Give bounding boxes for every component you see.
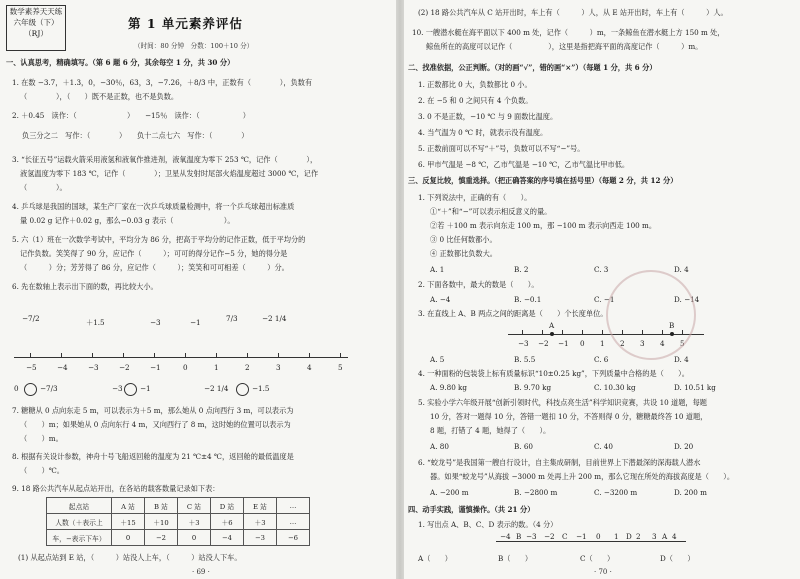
table-cell: C 站 (178, 498, 211, 514)
tick (92, 353, 93, 358)
tick (247, 353, 248, 358)
question-text: （ ）m。 (20, 434, 63, 443)
axis-label: 2 (245, 363, 250, 372)
question-text: （ ）℃。 (20, 466, 64, 475)
choice-option: D. −14 (674, 295, 700, 304)
compare-circle[interactable] (24, 383, 37, 396)
left-page (0, 0, 396, 579)
question-text: 液氢温度为零下 183 ℃，记作（ ）；卫星从发射时尾部火焰温度超过 3000 ℃，记作 (20, 169, 319, 178)
question-text: 7. 糖糖从 0 点向东走 5 m，可以表示为＋5 m，那么她从 0 点向西行 3 m，可以表示为 (12, 406, 294, 415)
choice-option: A. −200 m (430, 488, 469, 497)
tick (278, 353, 279, 358)
question-text: 鲸鱼所在的高度可以记作（ ），这里是指把海平面的高度记作（ ）m。 (426, 42, 703, 51)
tick (602, 330, 603, 335)
question-text: 5. 六（1）班在一次数学考试中，平均分为 86 分，把高于平均分的记作正数，低于平均分的 (12, 235, 306, 244)
table-cell: D 站 (211, 498, 244, 514)
section-heading: 二、找准依据，公正判断。（对的画“√”，错的画“×”）（每题 1 分，共 6 分） (408, 63, 657, 72)
question-text: 1. 在数 −3.7，＋1.3，0，−30％，63，3，−7.26，＋8/3 中，正数有（ ），负数有 (12, 78, 313, 87)
judge-item: 3. 0 不是正数，−10 ℃ 与 9 面数比温度。 (418, 112, 558, 121)
choice-option: A. 9.80 kg (430, 383, 468, 392)
header-line: （RJ） (24, 29, 48, 38)
choice-question: 1. 下列说法中，正确的有（ ）。 (418, 193, 532, 202)
question-text: 9. 18 路公共汽车从起点站开出，在各站的载客数量记录如下表： (12, 484, 220, 493)
choice-option: A. 5 (430, 355, 445, 364)
question-text: 2. ＋0.45 读作：（ ） −15％ 读作：（ ） (12, 111, 250, 120)
choice-question: 5. 实验小学六年级开展“创新引领时代，科技点亮生活”科学知识竞赛，共设 10 道题，每题 (418, 398, 707, 407)
table-cell: ＋6 (211, 514, 244, 530)
table-cell: ＋3 (244, 514, 277, 530)
number-label: −3 (150, 318, 161, 327)
right-page (404, 0, 800, 579)
table-cell: −4 (211, 530, 244, 546)
choice-option: A. 80 (430, 442, 449, 451)
choice-option: D. 4 (674, 265, 689, 274)
axis-label: 4 (660, 339, 665, 348)
number-label: −2 1/4 (262, 314, 287, 323)
question-text: (1) 从起点站到 E 站，（ ）站没人上车，（ ）站没人下车。 (18, 553, 242, 562)
axis-label: 0 (183, 363, 188, 372)
axis-label: 1 (600, 339, 605, 348)
tick (562, 330, 563, 335)
axis-label: 0 (596, 532, 601, 541)
question-text: 4. 乒乓球是我国的国球，某生产厂家在一次乒乓球质量检测中，将一个乒乓球超出标准质 (12, 202, 295, 211)
number-label: 7/3 (226, 314, 238, 323)
table-cell: −2 (145, 530, 178, 546)
axis-label: B (516, 532, 522, 541)
choice-option: B. 5.5 (514, 355, 536, 364)
choice-option: D. 4 (674, 355, 689, 364)
axis-label: −4 (57, 363, 68, 372)
axis-label: C (562, 532, 568, 541)
compare-circle[interactable] (236, 383, 249, 396)
answer-slot[interactable]: A（ ） (418, 554, 452, 563)
question-text: 1. 写出点 A、B、C、D 表示的数。（4 分） (418, 520, 558, 529)
axis-label: 5 (338, 363, 343, 372)
table-row (47, 498, 310, 514)
tick (185, 353, 186, 358)
question-text: (2) 18 路公共汽车从 C 站开出时，车上有（ ）人，从 E 站开出时，车上有（ ）人。 (418, 8, 728, 17)
table-row (47, 514, 310, 530)
tick (309, 353, 310, 358)
point-label: B (669, 321, 675, 330)
axis-label: 2 (636, 532, 641, 541)
tick (123, 353, 124, 358)
question-text: 3. “长征五号”运载火箭采用液氢和液氧作推进剂，液氧温度为零下 253 ℃，记作（ ）， (12, 155, 318, 164)
axis-label: −2 (544, 532, 555, 541)
question-text: 6. 先在数轴上表示出下面的数，再比较大小。 (12, 282, 158, 291)
choice-option: A. −4 (430, 295, 451, 304)
choice-statement: ④ 正数都比负数大。 (430, 249, 497, 258)
compare-circle[interactable] (124, 383, 137, 396)
judge-item: 2. 在 −5 和 0 之间只有 4 个负数。 (418, 96, 533, 105)
seal-stamp (606, 270, 696, 360)
choice-option: C. −1 (594, 295, 615, 304)
section-heading: 四、动手实践，谨慎操作。（共 21 分） (408, 505, 535, 514)
number-label: −7/2 (22, 314, 40, 323)
choice-option: C. 3 (594, 265, 609, 274)
axis-label: A (662, 532, 668, 541)
table-row (47, 530, 310, 546)
axis-label: −3 (88, 363, 99, 372)
choice-question: 8 题，打错了 4 题，她得了（ ）。 (430, 426, 551, 435)
compare-right: −7/3 (40, 384, 58, 393)
page-number: · 69 · (192, 568, 210, 576)
table-cell: A 站 (112, 498, 145, 514)
axis-label: −5 (26, 363, 37, 372)
axis-label: −1 (576, 532, 587, 541)
choice-option: B. −0.1 (514, 295, 542, 304)
question-text: （ ）分；芳芳得了 86 分，应记作（ ）；笑笑和可可相差（ ）分。 (20, 263, 289, 272)
axis-label: −1 (150, 363, 161, 372)
axis-label: 3 (652, 532, 657, 541)
axis-label: −3 (526, 532, 537, 541)
choice-statement: ②若 ＋100 m 表示向东走 100 m，那 −100 m 表示向西走 100 m。 (430, 221, 657, 230)
table-cell: ＋3 (178, 514, 211, 530)
axis-label: 4 (672, 532, 677, 541)
compare-left: −2 1/4 (204, 384, 229, 393)
choice-option: B. 60 (514, 442, 533, 451)
question-text: 量 0.02 g 记作＋0.02 g，那么−0.03 g 表示（ ）。 (20, 216, 235, 225)
judge-item: 5. 正数前面可以不写“＋”号，负数可以不写“−”号。 (418, 144, 585, 153)
choice-option: D. 10.51 kg (674, 383, 716, 392)
choice-option: B. 2 (514, 265, 529, 274)
choice-option: B. −2800 m (514, 488, 558, 497)
page-number: · 70 · (594, 568, 612, 576)
answer-slot[interactable]: D（ ） (660, 554, 695, 563)
header-box (6, 5, 66, 51)
number-label: ＋1.5 (86, 318, 105, 327)
question-text: 10. 一艘潜水艇在海平面以下 400 m 处，记作（ ）m，一条鲸鱼在潜水艇上方 150 m 处， (412, 28, 725, 37)
table-cell: 车，−表示下车） (47, 530, 112, 546)
answer-slot[interactable]: C（ ） (580, 554, 615, 563)
table-cell: … (277, 498, 310, 514)
axis-label: 3 (640, 339, 645, 348)
judge-item: 1. 正数都比 0 大，负数都比 0 小。 (418, 80, 532, 89)
table-cell: 人数（＋表示上 (47, 514, 112, 530)
question-text: （ ）m；如果她从 0 点向东行 4 m，又向西行了 8 m，这时她的位置可以表示为 (20, 420, 291, 429)
number-line (496, 541, 686, 542)
section-heading: 一、认真思考，精确填写。（第 6 题 6 分，其余每空 1 分，共 30 分） (6, 58, 235, 67)
axis-label: 1 (214, 363, 219, 372)
table-cell: ＋15 (112, 514, 145, 530)
point-a (550, 332, 554, 336)
question-text: 8. 根据有关设计参数，神舟十号飞船返回舱的温度为 21 ℃±4 ℃，返回舱的最低温度是 (12, 452, 294, 461)
table-cell: 0 (112, 530, 145, 546)
axis-label: 3 (276, 363, 281, 372)
number-line (14, 357, 348, 358)
header-line: 数学素养天天练 (9, 7, 63, 16)
axis-label: 0 (580, 339, 585, 348)
axis-label: 4 (307, 363, 312, 372)
axis-label: 2 (620, 339, 625, 348)
question-text: 负三分之二 写作：（ ） 负十二点七六 写作：（ ） (22, 131, 249, 140)
question-text: （ ），（ ）既不是正数，也不是负数。 (20, 92, 179, 101)
tick (61, 353, 62, 358)
choice-option: C. −3200 m (594, 488, 638, 497)
point-label: A (549, 321, 555, 330)
choice-statement: ③ 0 比任何数都小。 (430, 235, 497, 244)
table-cell: 起点站 (47, 498, 112, 514)
table-cell: B 站 (145, 498, 178, 514)
choice-question: 3. 在直线上 A、B 两点之间的距离是（ ）个长度单位。 (418, 309, 608, 318)
table-cell: 0 (178, 530, 211, 546)
choice-statement: ①“＋”和“−”可以表示相反意义的量。 (430, 207, 552, 216)
tick (216, 353, 217, 358)
choice-question: 6. “蛟龙号”是我国第一艘自行设计，自主集成研制，目前世界上下潜最深的深海载人潜水 (418, 458, 701, 467)
choice-option: A. 1 (430, 265, 445, 274)
tick (542, 330, 543, 335)
choice-option: D. 20 (674, 442, 694, 451)
question-text: （ ）。 (20, 183, 67, 192)
tick (30, 353, 31, 358)
table-cell: −3 (244, 530, 277, 546)
axis-label: 1 (614, 532, 619, 541)
choice-option: B. 9.70 kg (514, 383, 552, 392)
choice-option: C. 10.30 kg (594, 383, 636, 392)
choice-question: 10 分，答对一题得 10 分，答错一题扣 10 分，不答则得 0 分，糖糖最终答 10 道题， (430, 412, 708, 421)
tick (154, 353, 155, 358)
tick (340, 353, 341, 358)
compare-left: −3 (112, 384, 123, 393)
axis-label: −2 (119, 363, 130, 372)
choice-question: 2. 下面各数中，最大的数是（ ）。 (418, 280, 539, 289)
compare-right: −1 (140, 384, 151, 393)
page-subtitle: （时间：80 分钟 分数：100＋10 分） (134, 42, 254, 50)
tick (522, 330, 523, 335)
table-cell: … (277, 514, 310, 530)
page-title: 第 1 单元素养评估 (128, 16, 243, 31)
tick (582, 330, 583, 335)
compare-right: −1.5 (252, 384, 270, 393)
choice-question: 器。如果“蛟龙号”从海拔 −3000 m 处再上升 200 m，那么它现在所处的海拔高度是（ ）。 (430, 472, 735, 481)
choice-option: C. 6 (594, 355, 609, 364)
judge-item: 4. 当气温为 0 ℃ 时，就表示没有温度。 (418, 128, 548, 137)
bus-table (46, 497, 310, 546)
axis-label: −2 (538, 339, 549, 348)
axis-label: D (626, 532, 632, 541)
answer-slot[interactable]: B（ ） (498, 554, 533, 563)
axis-label: −4 (500, 532, 511, 541)
axis-label: 5 (680, 339, 685, 348)
axis-label: −3 (518, 339, 529, 348)
compare-left: 0 (14, 384, 19, 393)
question-text: 记作负数。笑笑得了 90 分，应记作（ ）；可可的得分记作−5 分，她的得分是 (20, 249, 288, 258)
table-cell: ＋10 (145, 514, 178, 530)
choice-option: C. 40 (594, 442, 613, 451)
axis-label: −1 (558, 339, 569, 348)
choice-option: D. 200 m (674, 488, 707, 497)
choice-question: 4. 一种面粉的包装袋上标有质量标识“10±0.25 kg”，下列质量中合格的是（ ）。 (418, 369, 689, 378)
table-cell: E 站 (244, 498, 277, 514)
header-line: 六年级（下） (13, 18, 59, 27)
number-label: −1 (190, 318, 201, 327)
table-cell: −6 (277, 530, 310, 546)
book-gutter (396, 0, 404, 579)
judge-item: 6. 甲市气温是 −8 ℃，乙市气温是 −10 ℃，乙市气温比甲市低。 (418, 160, 630, 169)
section-heading: 三、反复比较，慎重选择。（把正确答案的序号填在括号里）（每题 2 分，共 12 分） (408, 176, 678, 185)
